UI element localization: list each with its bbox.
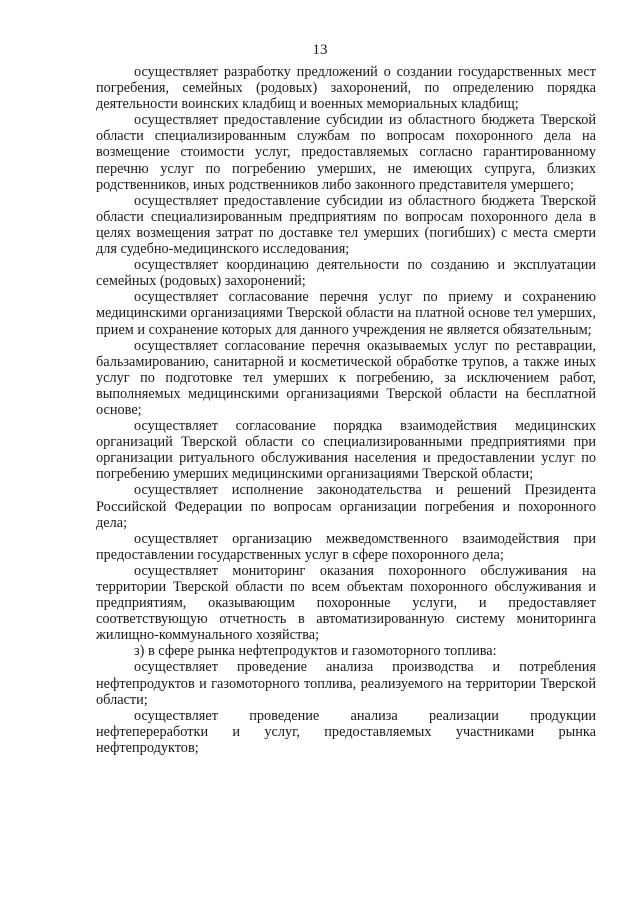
section-heading: з) в сфере рынка нефтепродуктов и газомоторного топлива: bbox=[134, 643, 497, 660]
page-number: 13 bbox=[312, 42, 328, 58]
paragraph: осуществляет исполнение законодательства и решений Президента Российской Федерации по вопросам организации погребения и похоронного дела; bbox=[96, 482, 596, 531]
paragraph: осуществляет предоставление субсидии из областного бюджета Тверской области специализированным службам по вопросам похоронного дела на возмещение стоимости услуг, предоставляемых согласно гарантированному перечню услуг по погребению умерших, не имеющих супруга, близких родственников, иных родственников либо законного представителя умершего; bbox=[96, 112, 596, 193]
paragraph: осуществляет координацию деятельности по созданию и эксплуатации семейных (родовых) захоронений; bbox=[96, 257, 596, 290]
paragraph: осуществляет согласование перечня оказываемых услуг по реставрации, бальзамированию, санитарной и косметической обработке трупов, а также иных услуг по подготовке тел умерших к погребению, за исключением работ, выполняемых медицинскими организациями Тверской области на бесплатной основе; bbox=[96, 337, 596, 418]
paragraph: осуществляет предоставление субсидии из областного бюджета Тверской области специализированным предприятиям по вопросам похоронного дела в целях возмещения затрат по доставке тел умерших (погибших) с места смерти для судебно-медицинского исследования; bbox=[96, 192, 596, 258]
paragraph: осуществляет проведение анализа реализации продукции нефтепереработки и услуг, предоставляемых участниками рынка нефтепродуктов; bbox=[96, 707, 596, 756]
paragraph: осуществляет организацию межведомственного взаимодействия при предоставлении государственных услуг в сфере похоронного дела; bbox=[96, 530, 596, 563]
paragraph: осуществляет проведение анализа производства и потребления нефтепродуктов и газомоторного топлива, реализуемого на территории Тверской области; bbox=[96, 659, 596, 708]
document-body bbox=[96, 64, 596, 756]
paragraph: осуществляет мониторинг оказания похоронного обслуживания на территории Тверской области по всем объектам похоронного обслуживания и предприятиям, оказывающим похоронные услуги, и предоставляет соответствующую отчетность в автоматизированную систему мониторинга жилищно-коммунального хозяйства; bbox=[96, 562, 596, 644]
paragraph: осуществляет разработку предложений о создании государственных мест погребения, семейных (родовых) захоронений, по определению порядка деятельности воинских кладбищ и военных мемориальных кладбищ; bbox=[96, 64, 596, 113]
paragraph: осуществляет согласование перечня услуг по приему и сохранению медицинскими организациями Тверской области на платной основе тел умерших, прием и сохранение которых для данного учреждения не является обязательным; bbox=[96, 289, 596, 338]
paragraph: осуществляет согласование порядка взаимодействия медицинских организаций Тверской области со специализированными предприятиями при организации ритуального обслуживания населения и предоставлении услуг по погребению умерших медицинскими организациями Тверской области; bbox=[96, 418, 596, 483]
